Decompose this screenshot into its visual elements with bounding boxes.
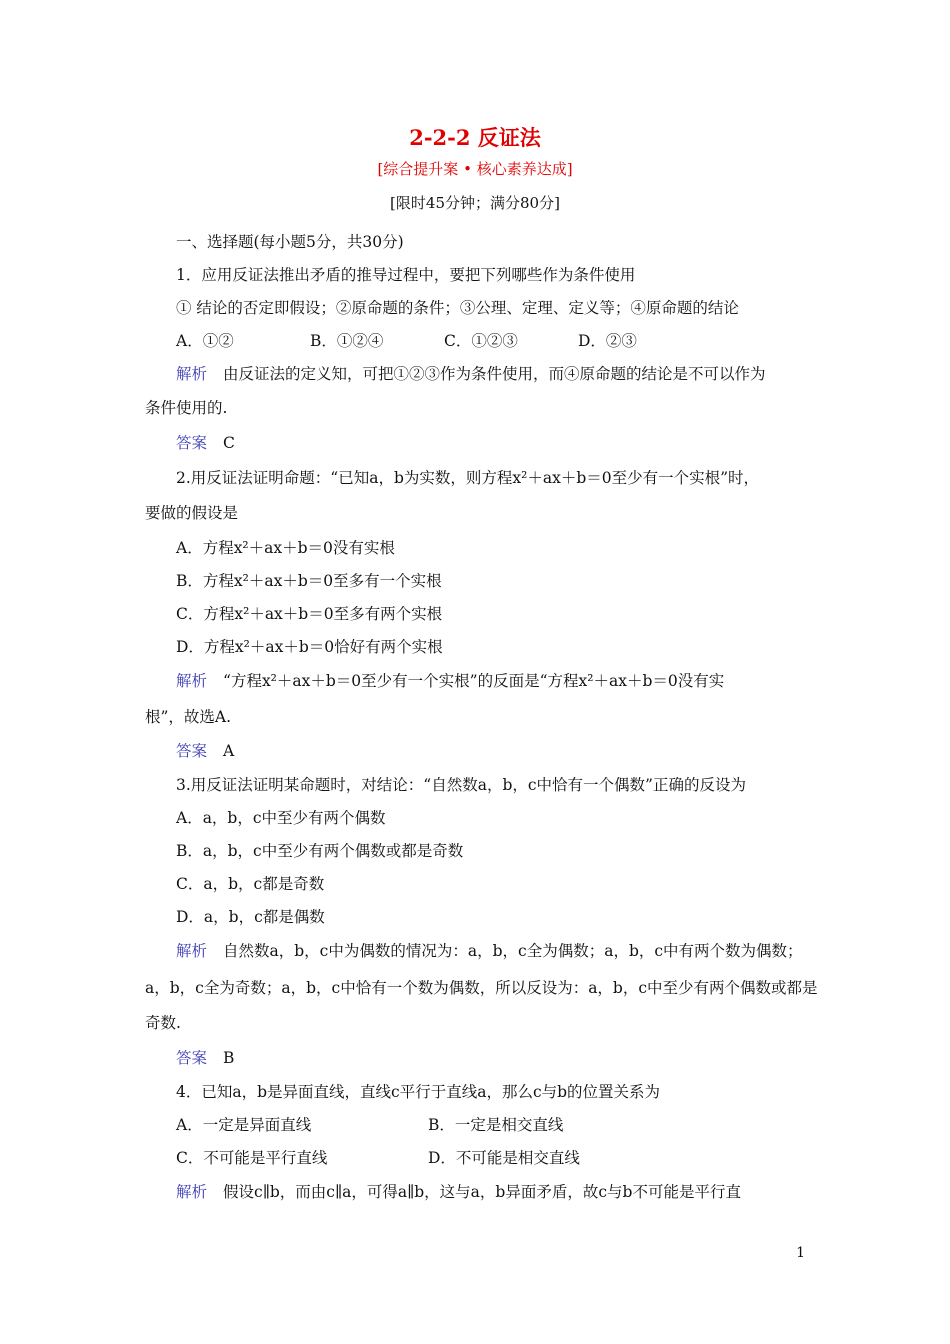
q1-answer bbox=[176, 431, 846, 453]
q4-stem: 4．已知a，b是异面直线，直线c平行于直线a，那么c与b的位置关系为 bbox=[176, 1083, 661, 1101]
q3-option-b: B．a，b，c中至少有两个偶数或都是奇数 bbox=[176, 842, 464, 860]
q1-option-c: C．①②③ bbox=[444, 332, 518, 350]
q2-answer-value: A bbox=[223, 742, 235, 760]
q1-option-a: A．①② bbox=[176, 332, 234, 350]
q4-analysis bbox=[176, 1180, 846, 1202]
analysis-label: 解析 bbox=[176, 365, 208, 383]
q2-analysis bbox=[176, 669, 846, 691]
q3-analysis-text: 自然数a，b，c中为偶数的情况为：a，b，c全为偶数；a，b，c中有两个数为偶数； bbox=[223, 942, 803, 960]
q3-analysis-cont: a，b，c全为奇数；a，b，c中恰有一个数为偶数，所以反设为：a，b，c中至少有两个偶数或都是 bbox=[145, 979, 818, 997]
q3-analysis bbox=[176, 939, 846, 961]
q2-option-a: A．方程x²＋ax＋b＝0没有实根 bbox=[176, 539, 395, 557]
section-heading: 一、选择题(每小题5分，共30分) bbox=[176, 233, 404, 251]
q2-analysis-text: “方程x²＋ax＋b＝0至少有一个实根”的反面是“方程x²＋ax＋b＝0没有实 bbox=[223, 672, 725, 690]
answer-label: 答案 bbox=[176, 742, 208, 760]
q2-option-d: D．方程x²＋ax＋b＝0恰好有两个实根 bbox=[176, 638, 443, 656]
q3-option-c: C．a，b，c都是奇数 bbox=[176, 875, 325, 893]
page-subtitle: [综合提升案 • 核心素养达成] bbox=[377, 160, 573, 178]
q2-analysis-cont: 根”，故选A. bbox=[145, 708, 232, 726]
answer-label: 答案 bbox=[176, 434, 208, 452]
q2-option-b: B．方程x²＋ax＋b＝0至多有一个实根 bbox=[176, 572, 442, 590]
time-limit: [限时45分钟；满分80分] bbox=[390, 194, 560, 212]
answer-label: 答案 bbox=[176, 1049, 208, 1067]
q3-analysis-cont2: 奇数. bbox=[145, 1014, 181, 1032]
q1-analysis-text: 由反证法的定义知，可把①②③作为条件使用，而④原命题的结论是不可以作为 bbox=[223, 365, 766, 383]
q1-options bbox=[176, 329, 846, 351]
q3-stem: 3.用反证法证明某命题时，对结论：“自然数a，b，c中恰有一个偶数”正确的反设为 bbox=[176, 776, 746, 794]
q4-option-c: C．不可能是平行直线 bbox=[176, 1149, 328, 1167]
page-number: 1 bbox=[796, 1245, 805, 1261]
q2-stem: 2.用反证法证明命题：“已知a，b为实数，则方程x²＋ax＋b＝0至少有一个实根”时， bbox=[176, 469, 760, 487]
q4-options-row2 bbox=[176, 1146, 846, 1168]
q2-option-c: C．方程x²＋ax＋b＝0至多有两个实根 bbox=[176, 605, 443, 623]
q1-conditions: ① 结论的否定即假设；②原命题的条件；③公理、定理、定义等；④原命题的结论 bbox=[176, 299, 739, 317]
q2-stem-cont: 要做的假设是 bbox=[145, 504, 239, 522]
q1-analysis bbox=[176, 362, 846, 384]
q3-answer-value: B bbox=[223, 1049, 235, 1067]
q1-analysis-cont: 条件使用的. bbox=[145, 399, 228, 417]
q1-stem: 1．应用反证法推出矛盾的推导过程中，要把下列哪些作为条件使用 bbox=[176, 266, 636, 284]
analysis-label: 解析 bbox=[176, 942, 208, 960]
analysis-label: 解析 bbox=[176, 672, 208, 690]
q3-option-d: D．a，b，c都是偶数 bbox=[176, 908, 325, 926]
q3-answer bbox=[176, 1046, 846, 1068]
q4-option-a: A．一定是异面直线 bbox=[176, 1116, 312, 1134]
q1-option-b: B．①②④ bbox=[310, 332, 384, 350]
q1-option-d: D．②③ bbox=[578, 332, 637, 350]
analysis-label: 解析 bbox=[176, 1183, 208, 1201]
q4-option-b: B．一定是相交直线 bbox=[428, 1116, 564, 1134]
q4-analysis-text: 假设c∥b，而由c∥a，可得a∥b，这与a，b异面矛盾，故c与b不可能是平行直 bbox=[223, 1183, 741, 1201]
q4-options-row1 bbox=[176, 1113, 846, 1135]
page-title: 2-2-2 反证法 bbox=[409, 125, 541, 150]
q1-answer-value: C bbox=[223, 434, 235, 452]
q4-option-d: D．不可能是相交直线 bbox=[428, 1149, 580, 1167]
q3-option-a: A．a，b，c中至少有两个偶数 bbox=[176, 809, 386, 827]
q2-answer bbox=[176, 739, 846, 761]
